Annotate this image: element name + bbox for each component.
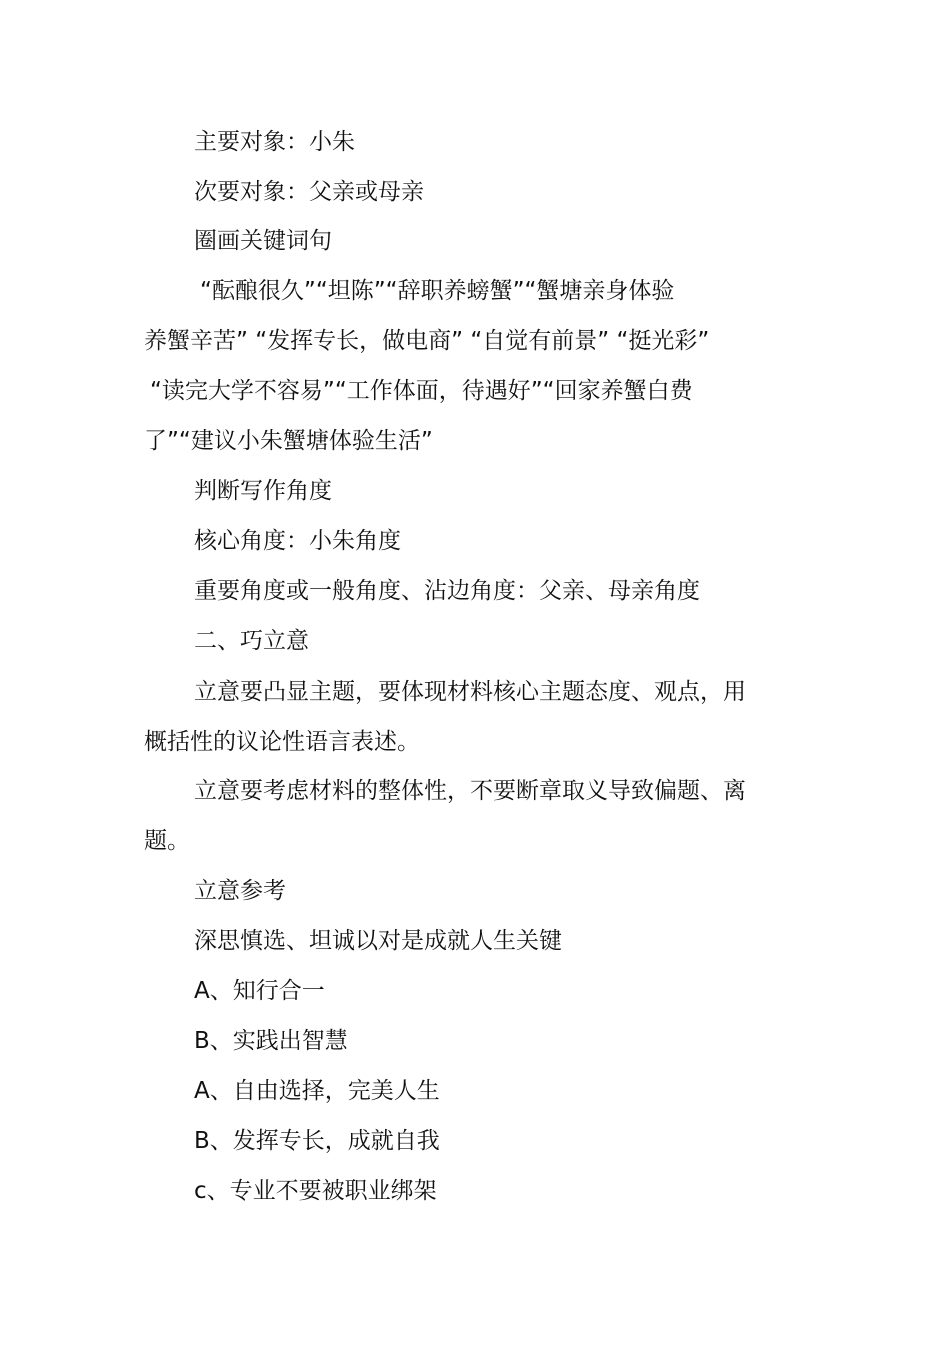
list-item-a2: A、自由选择，完美人生 [194,1078,440,1104]
section-heading-2: 二、巧立意 [194,628,309,654]
list-item-b1: B、实践出智慧 [194,1028,348,1054]
text-line-other-angles: 重要角度或一般角度、沾边角度：父亲、母亲角度 [194,578,700,604]
paragraph-line-2: 概括性的议论性语言表述。 [144,729,420,755]
text-line-core-angle: 核心角度：小朱角度 [194,528,401,554]
paragraph-line-3: 立意要考虑材料的整体性，不要断章取义导致偏题、离 [194,778,746,804]
list-item-b2: B、发挥专长，成就自我 [194,1128,440,1154]
paragraph-line-4: 题。 [144,828,190,854]
text-line-heading-keywords: 圈画关键词句 [194,228,332,254]
text-line-keywords-1: “酝酿很久”“坦陈”“辞职养螃蟹”“蟹塘亲身体验 [200,278,675,304]
text-line-keywords-4: 了”“建议小朱蟹塘体验生活” [144,428,433,454]
text-line-keywords-2: 养蟹辛苦” “发挥专长，做电商” “自觉有前景” “挺光彩” [144,328,710,354]
text-line-main-object: 主要对象：小朱 [194,129,355,155]
text-line-heading-angle: 判断写作角度 [194,478,332,504]
text-line-reference-title: 深思慎选、坦诚以对是成就人生关键 [194,928,562,954]
text-line-heading-reference: 立意参考 [194,878,286,904]
text-line-keywords-3: “读完大学不容易”“工作体面，待遇好”“回家养蟹白费 [150,378,693,404]
list-item-a1: A、知行合一 [194,978,325,1004]
list-item-c: c、专业不要被职业绑架 [194,1178,437,1204]
paragraph-line-1: 立意要凸显主题，要体现材料核心主题态度、观点，用 [194,679,746,705]
text-line-secondary-object: 次要对象：父亲或母亲 [194,179,424,205]
